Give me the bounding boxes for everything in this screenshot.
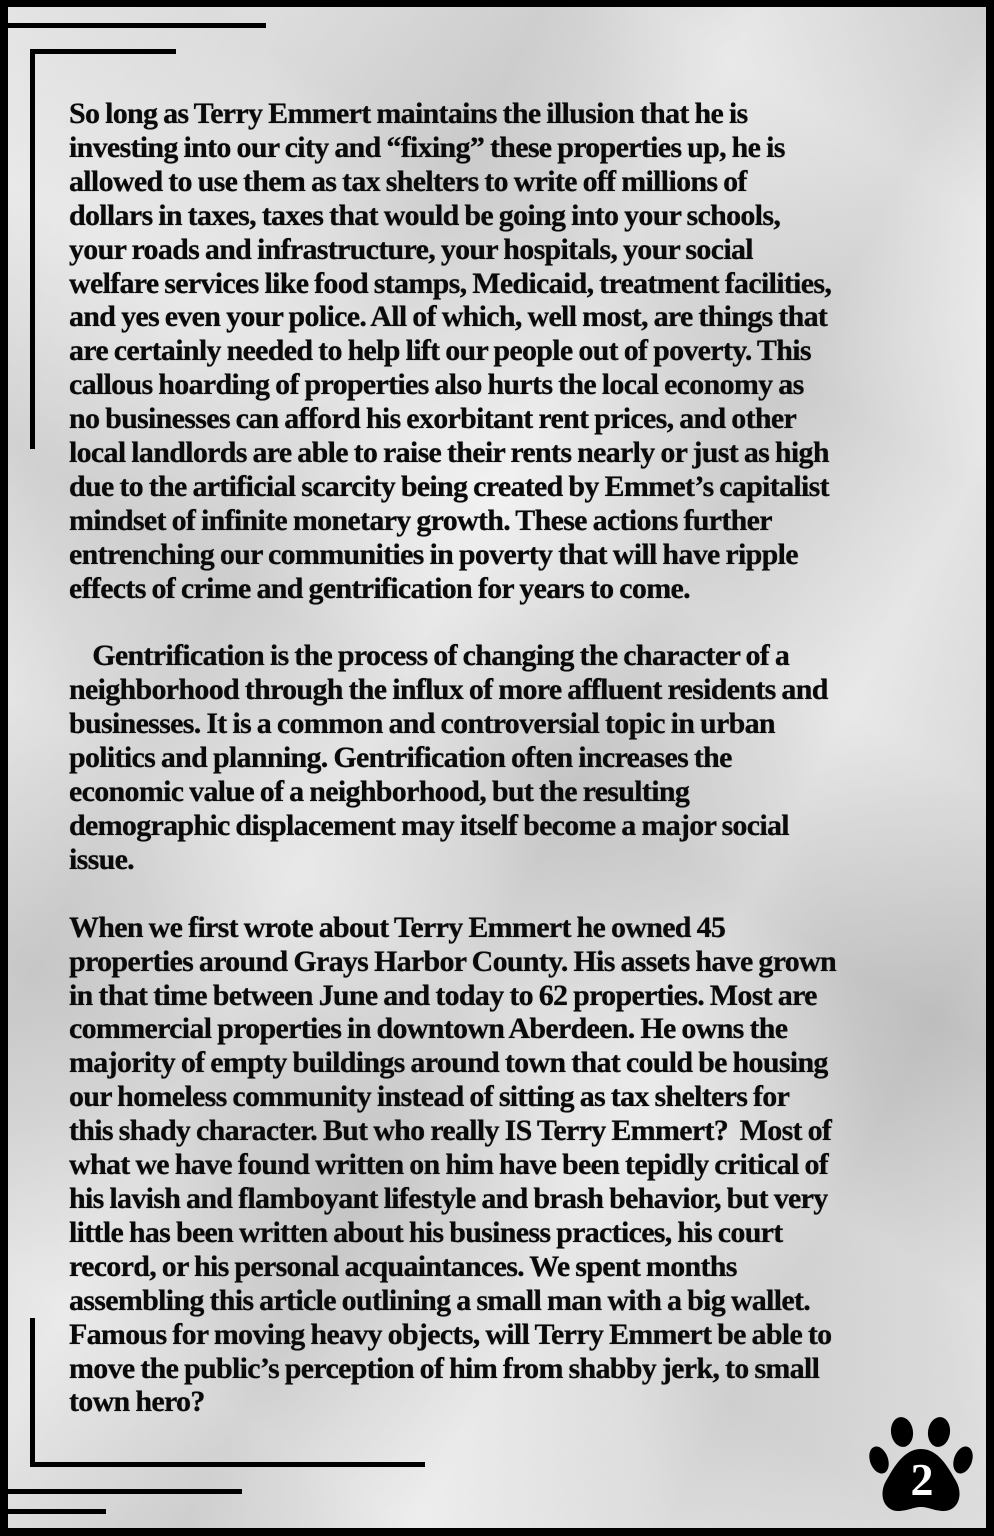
top-corner-horizontal [30,49,176,54]
text-line: Gentrification is the process of changing the character of a [69,639,790,673]
text-line: and yes even your police. All of which, well most, are things that [69,300,828,334]
text-line: mindset of infinite monetary growth. These actions further [69,503,772,537]
text-line: investing into our city and “fixing” these properties up, he is [69,130,785,164]
bottom-corner-vertical [30,1318,35,1467]
text-line: neighborhood through the influx of more affluent residents and [69,673,828,707]
page-number-badge [868,1415,976,1517]
text-line: are certainly needed to help lift our people out of poverty. This [69,334,811,368]
text-line: dollars in taxes, taxes that would be going into your schools, [69,198,781,232]
text-line: this shady character. But who really IS Terry Emmert? Most of [69,1114,832,1148]
text-line: no businesses can afford his exorbitant rent prices, and other [69,402,797,436]
text-line: businesses. It is a common and controversial topic in urban [69,707,775,741]
top-corner-vertical [30,49,35,449]
text-line: our homeless community instead of sitting as tax shelters for [69,1080,790,1114]
text-line: in that time between June and today to 62 properties. Most are [69,978,817,1012]
text-line: commercial properties in downtown Aberdeen. He owns the [69,1012,788,1046]
text-line: So long as Terry Emmert maintains the illusion that he is [69,97,748,130]
page-number: 2 [910,1454,934,1505]
text-line: move the public’s perception of him from shabby jerk, to small [69,1351,820,1385]
top-rule-long [8,23,266,28]
text-line: economic value of a neighborhood, but the resulting [69,775,690,809]
paragraph-2 [69,639,979,876]
article-body [69,97,979,1419]
text-line: your roads and infrastructure, your hospitals, your social [69,232,753,266]
text-line: issue. [69,842,134,876]
paragraph-1 [69,97,979,606]
text-line: entrenching our communities in poverty that will have ripple [69,537,798,571]
bottom-rule-short [8,1509,106,1514]
text-line: effects of crime and gentrification for years to come. [69,571,690,605]
bottom-corner-horizontal [30,1462,425,1467]
text-line: Famous for moving heavy objects, will Terry Emmert be able to [69,1317,832,1351]
bottom-rule-medium [8,1489,242,1494]
text-line: town hero? [69,1385,205,1419]
text-line: little has been written about his business practices, his court [69,1215,783,1249]
text-line: welfare services like food stamps, Medicaid, treatment facilities, [69,266,832,300]
text-line: politics and planning. Gentrification often increases the [69,741,732,775]
text-line: callous hoarding of properties also hurts the local economy as [69,368,804,402]
text-line: local landlords are able to raise their rents nearly or just as high [69,436,829,470]
text-line: assembling this article outlining a small man with a big wallet. [69,1283,811,1317]
text-line: properties around Grays Harbor County. His assets have grown [69,944,837,978]
text-line: majority of empty buildings around town that could be housing [69,1046,828,1080]
text-line: record, or his personal acquaintances. We spent months [69,1249,737,1283]
text-line: allowed to use them as tax shelters to write off millions of [69,164,747,198]
paragraph-3 [69,911,979,1420]
text-line: due to the artificial scarcity being created by Emmet’s capitalist [69,469,829,503]
text-line: demographic displacement may itself become a major social [69,809,789,843]
text-line: his lavish and flamboyant lifestyle and brash behavior, but very [69,1181,828,1215]
text-line: When we first wrote about Terry Emmert he owned 45 [69,910,726,944]
text-line: what we have found written on him have been tepidly critical of [69,1148,829,1182]
